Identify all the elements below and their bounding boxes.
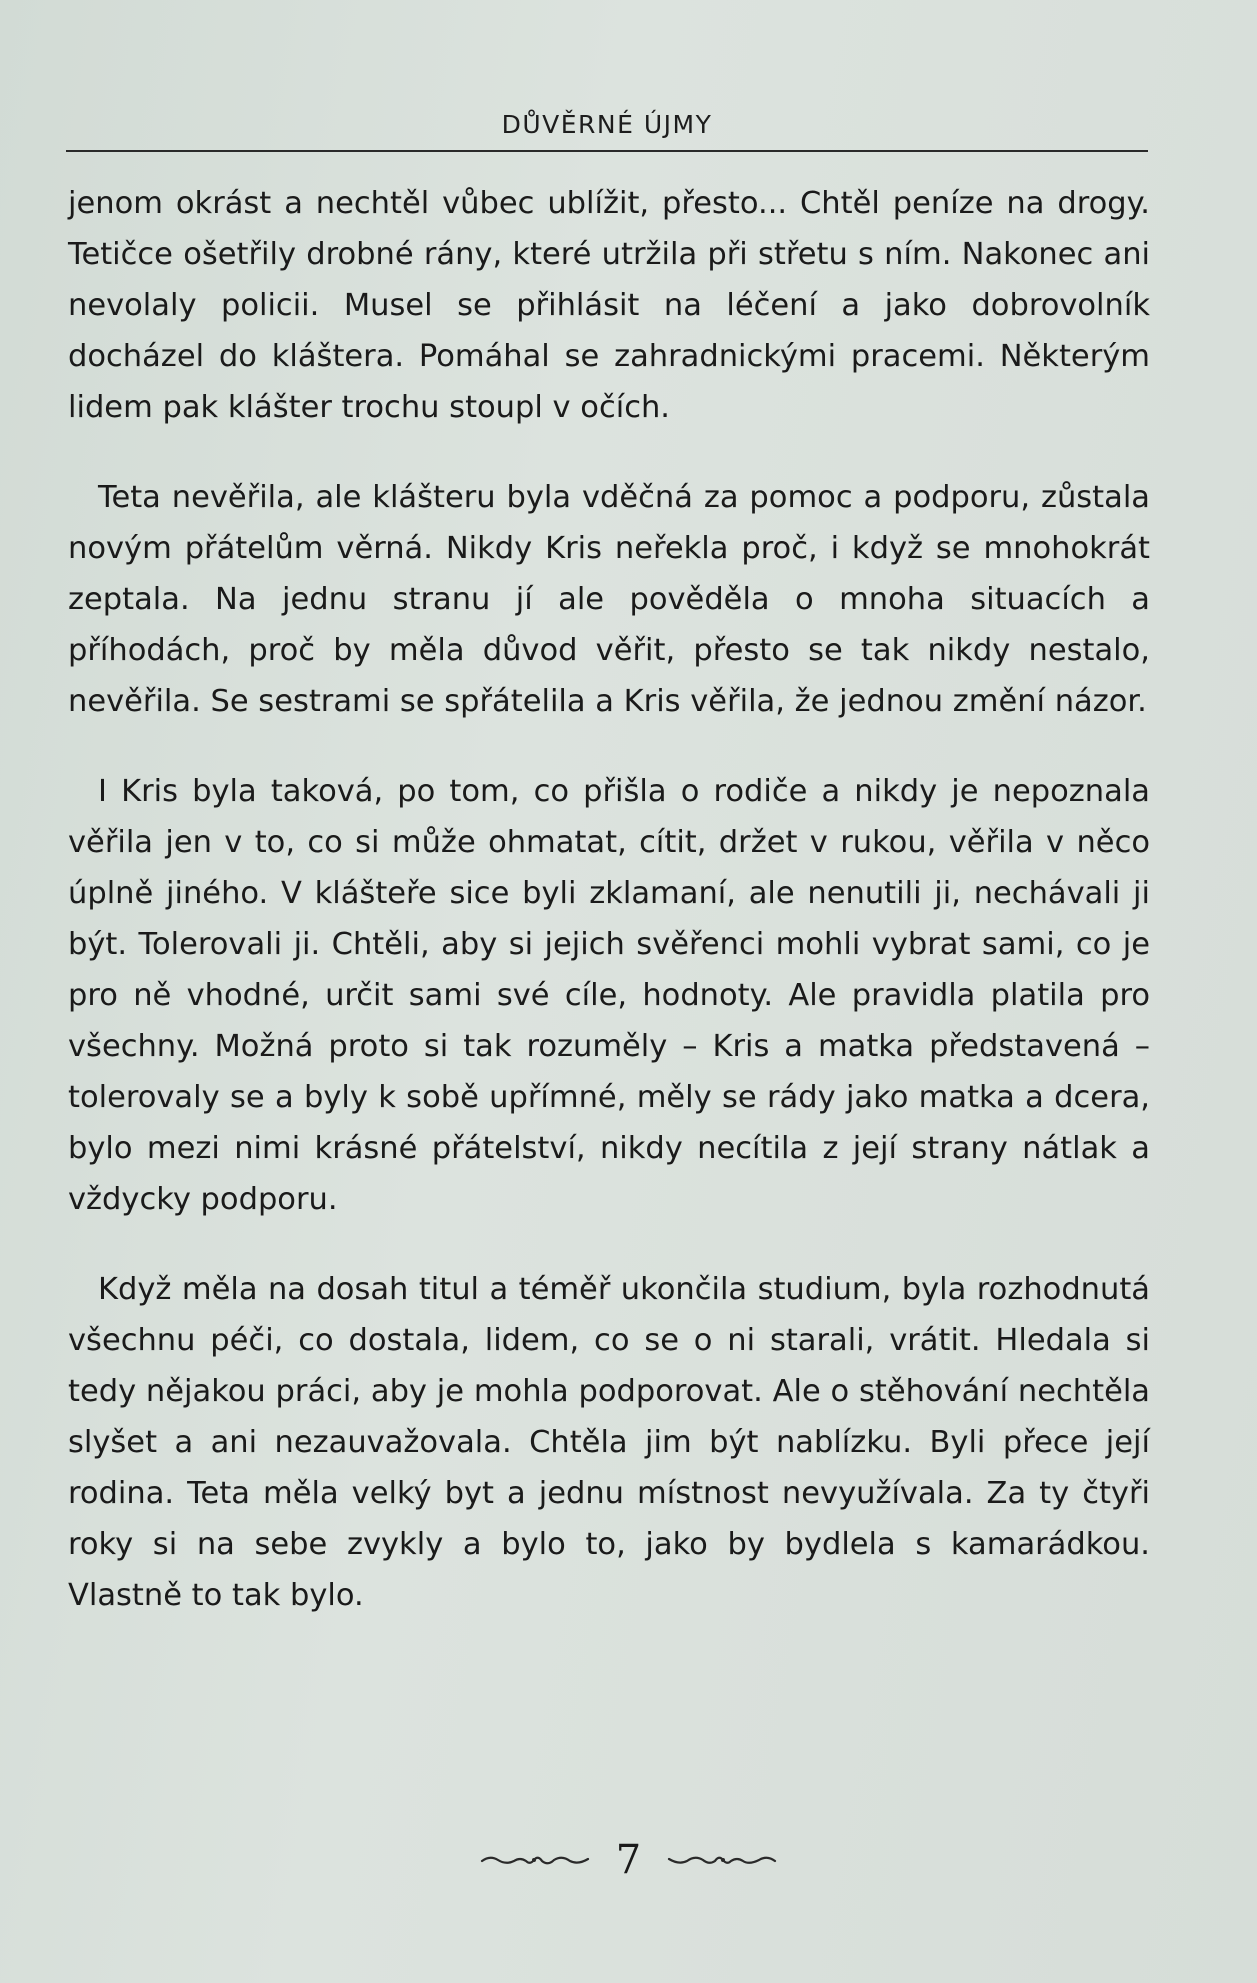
running-head-title: DŮVĚRNÉ ÚJMY	[501, 110, 713, 139]
paragraph-1: jenom okrást a nechtěl vůbec ublížit, přesto... Chtěl peníze na drogy. Tetičce ošetřily drobné rány, které utržila při střetu s ním. Nakonec ani nevolaly policii. Musel se přihlásit na léčení a jako dobrovolník docházel do kláštera. Pomáhal se zahradnickými pracemi. Některým lidem pak klášter trochu stoupl v očích.	[68, 186, 1150, 425]
paragraph-3: I Kris byla taková, po tom, co přišla o rodiče a nikdy je nepoznala věřila jen v to, co si může ohmatat, cítit, držet v rukou, věřila v něco úplně jiného. V klášteře sice byli zklamaní, ale nenutili ji, nechávali ji být. Tolerovali ji. Chtěli, aby si jejich svěřenci mohli vybrat sami, co je pro ně vhodné, určit sami své cíle, hodnoty. Ale pravidla platila pro všechny. Možná proto si tak rozuměly – Kris a matka představená – tolerovaly se a byly k sobě upřímné, měly se rády jako matka a dcera, bylo mezi nimi krásné přátelství, nikdy necítila z její strany nátlak a vždycky podporu.	[68, 774, 1150, 1217]
paragraph-2: Teta nevěřila, ale klášteru byla vděčná za pomoc a podporu, zůstala novým přátelům věrná. Nikdy Kris neřekla proč, i když se mnohokrát zeptala. Na jednu stranu jí ale pověděla o mnoha situacích a příhodách, proč by měla důvod věřit, přesto se tak nikdy nestalo, nevěřila. Se sestrami se spřátelila a Kris věřila, že jednou změní názor.	[68, 480, 1150, 719]
body-text	[68, 178, 1150, 1621]
page-footer	[0, 1837, 1257, 1883]
flourish-ornament-icon	[667, 1849, 777, 1871]
flourish-ornament-icon	[480, 1849, 590, 1871]
paragraph-4: Když měla na dosah titul a téměř ukončila studium, byla rozhodnutá všechnu péči, co dostala, lidem, co se o ni starali, vrátit. Hledala si tedy nějakou práci, aby je mohla podporovat. Ale o stěhování nechtěla slyšet a ani nezauvažovala. Chtěla jim být nablízku. Byli přece její rodina. Teta měla velký byt a jednu místnost nevyužívala. Za ty čtyři roky si na sebe zvykly a bylo to, jako by bydlela s kamarádkou. Vlastně to tak bylo.	[68, 1272, 1150, 1613]
header-rule	[66, 150, 1148, 152]
page-number: 7	[615, 1837, 642, 1883]
